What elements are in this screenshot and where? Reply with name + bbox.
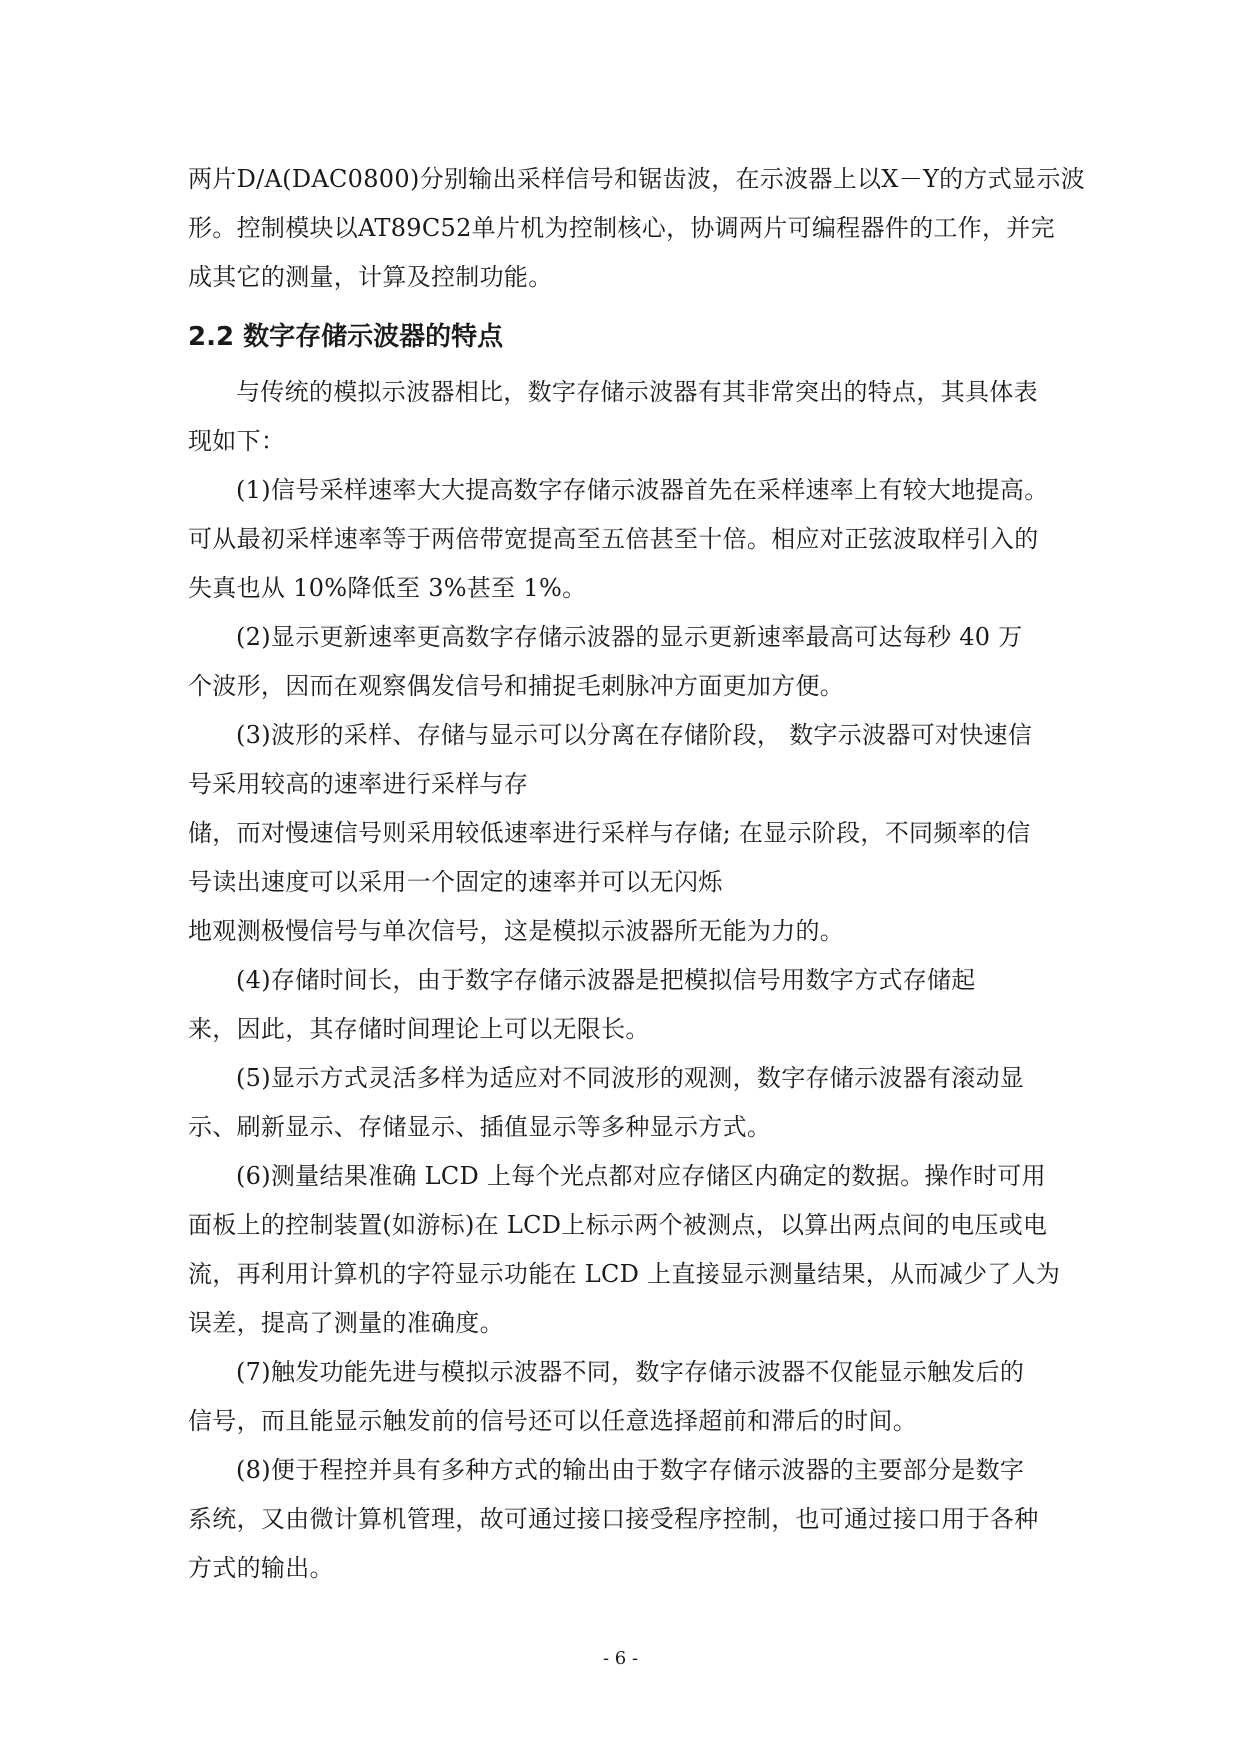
page-number: - 6 -	[602, 1648, 639, 1669]
paragraph-item-5	[188, 1054, 1058, 1152]
text-line: 误差，提高了测量的准确度。	[188, 1309, 504, 1337]
text-line: (3)波形的采样、存储与显示可以分离在存储阶段， 数字示波器可对快速信	[236, 721, 1033, 749]
text-line: 方式的输出。	[188, 1554, 334, 1582]
text-line: 个波形，因而在观察偶发信号和捕捉毛刺脉冲方面更加方便。	[188, 672, 845, 700]
paragraph-item-2	[188, 613, 1058, 711]
paragraph-item-7	[188, 1348, 1058, 1446]
text-line: (1)信号采样速率大大提高数字存储示波器首先在采样速率上有较大地提高。	[236, 476, 1049, 504]
text-line: 示、刷新显示、存储显示、插值显示等多种显示方式。	[188, 1113, 772, 1141]
paragraph-item-3	[188, 711, 1058, 956]
paragraph-item-4	[188, 956, 1058, 1054]
text-line: 面板上的控制装置(如游标)在 LCD上标示两个被测点，以算出两点间的电压或电	[188, 1211, 1048, 1239]
text-line: 地观测极慢信号与单次信号，这是模拟示波器所无能为力的。	[188, 917, 845, 945]
text-line: 形。控制模块以AT89C52单片机为控制核心，协调两片可编程器件的工作，并完	[188, 214, 1055, 242]
text-line: (8)便于程控并具有多种方式的输出由于数字存储示波器的主要部分是数字	[236, 1456, 1025, 1484]
paragraph-item-1	[188, 466, 1058, 613]
text-line: 流，再利用计算机的字符显示功能在 LCD 上直接显示测量结果，从而减少了人为	[188, 1260, 1061, 1288]
text-line: 两片D/A(DAC0800)分别输出采样信号和锯齿波，在示波器上以X－Y的方式显示波	[188, 165, 1085, 193]
text-line: 来，因此，其存储时间理论上可以无限长。	[188, 1015, 650, 1043]
text-line: (5)显示方式灵活多样为适应对不同波形的观测，数字存储示波器有滚动显	[236, 1064, 1025, 1092]
text-line: 现如下：	[188, 427, 286, 455]
text-line: 可从最初采样速率等于两倍带宽提高至五倍甚至十倍。相应对正弦波取样引入的	[188, 525, 1039, 553]
text-line: 与传统的模拟示波器相比，数字存储示波器有其非常突出的特点，其具体表	[236, 378, 1038, 406]
page-content	[188, 155, 1085, 1593]
text-line: (2)显示更新速率更高数字存储示波器的显示更新速率最高可达每秒 40 万	[236, 623, 1023, 651]
text-line: 号采用较高的速率进行采样与存	[188, 770, 529, 798]
text-line: (6)测量结果准确 LCD 上每个光点都对应存储区内确定的数据。操作时可用	[236, 1162, 1046, 1190]
section-heading: 2.2 数字存储示波器的特点	[188, 322, 504, 352]
paragraph-intro	[188, 368, 1058, 466]
text-line: 失真也从 10%降低至 3%甚至 1%。	[188, 574, 587, 602]
text-line: 信号，而且能显示触发前的信号还可以任意选择超前和滞后的时间。	[188, 1407, 917, 1435]
text-line: 系统，又由微计算机管理，故可通过接口接受程序控制，也可通过接口用于各种	[188, 1505, 1039, 1533]
text-line: 成其它的测量，计算及控制功能。	[188, 263, 553, 291]
intro-paragraph	[188, 155, 1085, 302]
text-line: (4)存储时间长，由于数字存储示波器是把模拟信号用数字方式存储起	[236, 966, 976, 994]
text-line: (7)触发功能先进与模拟示波器不同，数字存储示波器不仅能显示触发后的	[236, 1358, 1025, 1386]
paragraph-item-8	[188, 1446, 1058, 1593]
text-line: 储，而对慢速信号则采用较低速率进行采样与存储; 在显示阶段，不同频率的信	[188, 819, 1031, 847]
paragraph-item-6	[188, 1152, 1061, 1348]
text-line: 号读出速度可以采用一个固定的速率并可以无闪烁	[188, 868, 723, 896]
